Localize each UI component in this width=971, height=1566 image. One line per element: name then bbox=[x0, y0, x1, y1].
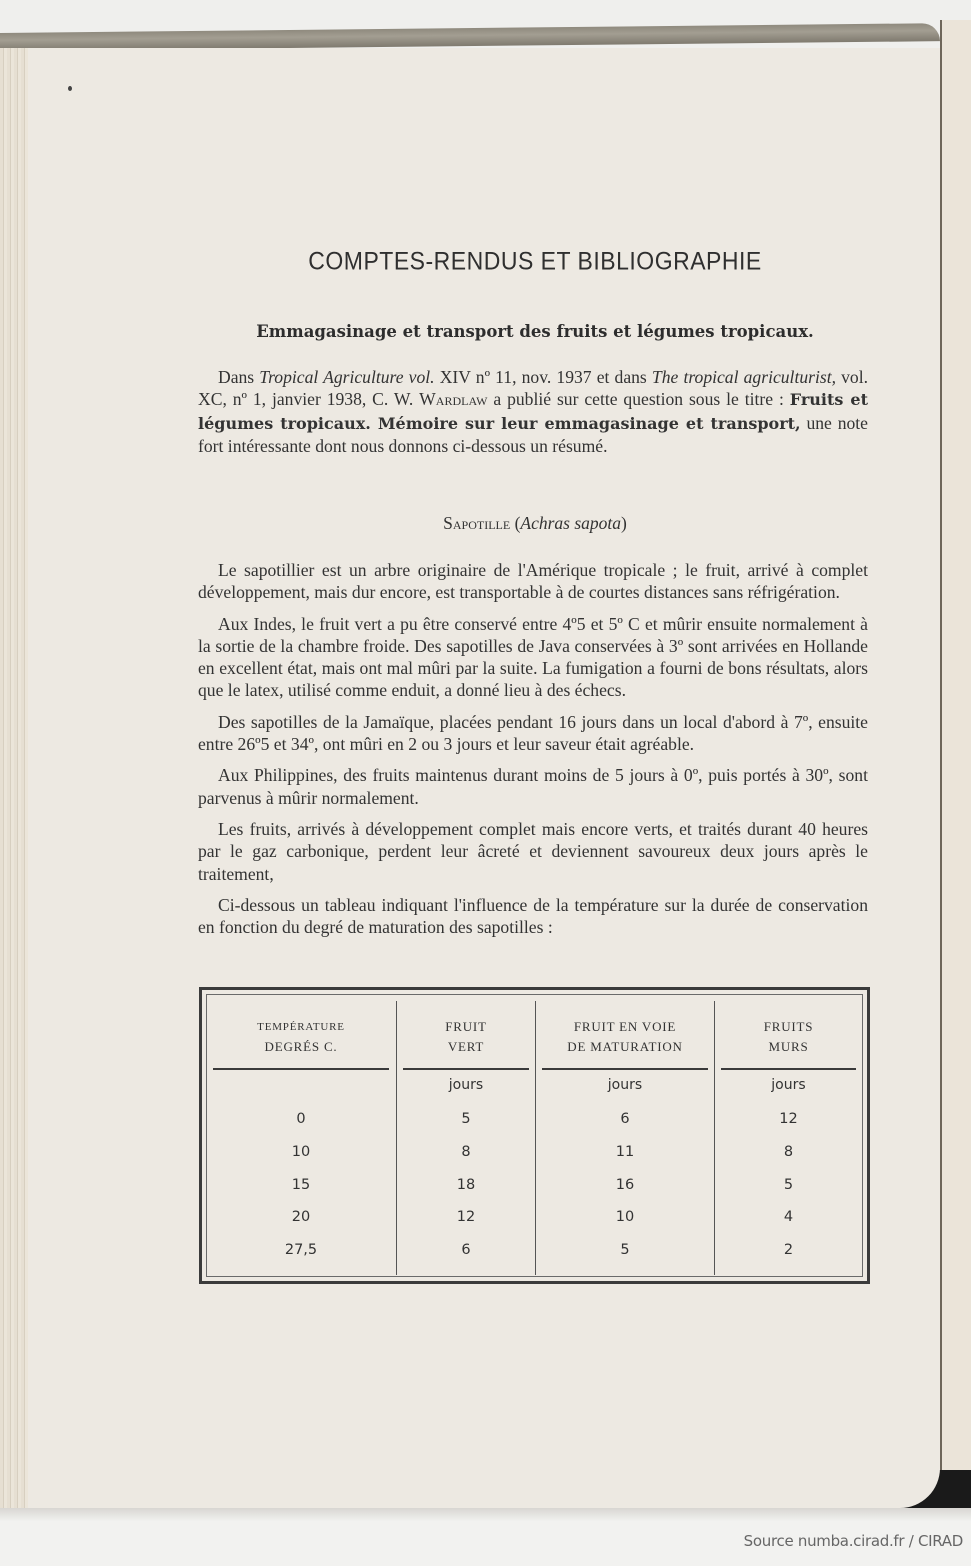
table-cell: 10 bbox=[615, 1209, 635, 1226]
paragraph: Le sapotillier est un arbre originaire de l'Amérique tropicale ; le fruit, arrivé à complet développement, mais dur encore, est transportable à de courtes distances sans réfrigération. bbox=[198, 560, 868, 603]
column-header bbox=[207, 1017, 395, 1057]
unit-label: jours bbox=[607, 1077, 643, 1093]
table-cell: 27,5 bbox=[284, 1242, 318, 1259]
paragraph: Ci-dessous un tableau indiquant l'influence de la température sur la durée de conservation en fonction du degré de maturation des sapotilles : bbox=[198, 894, 868, 938]
table-cell: 2 bbox=[783, 1242, 794, 1259]
intro-text: XIV nº 11, nov. 1937 et dans bbox=[434, 367, 652, 387]
paragraph: Aux Indes, le fruit vert a pu être conservé entre 4º5 et 5º C et mûrir ensuite normalement à la sortie de la chambre froide. Des sapotilles de Java conservées à 3º sont arrivées en Hollande en excellent état, mais ont mal mûri par la suite. La fumigation a fourni de bons résultats, alors que le latex, utilisé comme enduit, a donné lieu à des échecs. bbox=[198, 613, 868, 701]
column-temperature bbox=[207, 995, 395, 1276]
latin-name: Achras sapota bbox=[520, 513, 622, 533]
header-rule bbox=[721, 1068, 856, 1070]
intro-text: une note fort intéressante dont nous donnons ci-dessous un résumé. bbox=[198, 412, 868, 456]
table-cell: 8 bbox=[461, 1143, 471, 1160]
header-rule bbox=[542, 1068, 708, 1070]
unit-label: jours bbox=[771, 1077, 806, 1093]
header-line: DEGRÉS C. bbox=[264, 1039, 338, 1054]
header-rule bbox=[403, 1068, 529, 1070]
conservation-table bbox=[199, 987, 870, 1284]
table-cell: 0 bbox=[296, 1111, 306, 1127]
header-line: TEMPÉRATURE bbox=[257, 1021, 345, 1033]
column-header bbox=[536, 1017, 714, 1057]
column-fruits-murs bbox=[715, 995, 862, 1276]
page-bottom-shadow bbox=[0, 1508, 971, 1522]
table-cell: 20 bbox=[291, 1209, 311, 1226]
table-cell: 10 bbox=[291, 1143, 311, 1160]
article-title: Emmagasinage et transport des fruits et légumes tropicaux. bbox=[256, 322, 814, 341]
table-cell: 16 bbox=[615, 1176, 635, 1193]
header-line: VERT bbox=[447, 1039, 485, 1054]
table-cell: 6 bbox=[461, 1242, 471, 1259]
table-cell: 18 bbox=[456, 1176, 476, 1193]
subsection-title: Sapotille (Achras sapota) bbox=[443, 513, 627, 533]
source-credit: Source numba.cirad.fr / CIRAD bbox=[743, 1532, 963, 1550]
column-fruit-vert bbox=[397, 995, 535, 1276]
ink-speck bbox=[68, 86, 72, 91]
header-line: FRUIT bbox=[445, 1019, 487, 1034]
section-heading: COMPTES-RENDUS ET BIBLIOGRAPHIE bbox=[308, 246, 762, 275]
column-header bbox=[715, 1017, 862, 1057]
body-text bbox=[198, 559, 868, 938]
table-cell: 15 bbox=[291, 1176, 311, 1193]
intro-paragraph bbox=[198, 366, 868, 457]
header-line: FRUITS bbox=[763, 1019, 814, 1034]
table-cell: 5 bbox=[461, 1111, 471, 1127]
unit-label: jours bbox=[448, 1077, 484, 1093]
table-cell: 12 bbox=[456, 1209, 476, 1226]
table-cell: 6 bbox=[620, 1111, 630, 1127]
header-rule bbox=[213, 1068, 389, 1070]
column-fruit-en-maturation bbox=[536, 995, 714, 1276]
paragraph: Les fruits, arrivés à développement complet mais encore verts, et traités durant 40 heures par le gaz carbonique, perdent leur âcreté et deviennent savoureux deux jours après le traitement, bbox=[198, 818, 868, 884]
column-header bbox=[397, 1017, 535, 1057]
table-cell: 5 bbox=[783, 1176, 794, 1193]
table-cell: 11 bbox=[615, 1143, 635, 1160]
journal-name: The tropical agriculturist, bbox=[651, 367, 836, 387]
journal-name: Tropical Agriculture vol. bbox=[259, 367, 435, 387]
author-name: Wardlaw bbox=[419, 389, 488, 410]
paragraph: Des sapotilles de la Jamaïque, placées pendant 16 jours dans un local d'abord à 7º, ensuite entre 26º5 et 34º, ont mûri en 2 ou 3 jours et leur saveur était agréable. bbox=[198, 711, 868, 755]
table-cell: 4 bbox=[783, 1209, 794, 1226]
table-cell: 8 bbox=[783, 1143, 794, 1160]
intro-text: Dans bbox=[218, 367, 260, 387]
memoir-title: Fruits et légumes tropicaux. Mémoire sur leur emmagasinage et transport, bbox=[198, 390, 868, 433]
table-cell: 12 bbox=[779, 1111, 798, 1127]
header-line: FRUIT EN VOIE bbox=[573, 1019, 677, 1034]
table-cell: 5 bbox=[620, 1242, 630, 1259]
book-right-page-edge bbox=[940, 20, 971, 1520]
header-line: MURS bbox=[768, 1039, 809, 1054]
header-line: DE MATURATION bbox=[567, 1039, 683, 1054]
table-inner-border bbox=[206, 994, 863, 1277]
intro-text: vol. XC, nº 1, janvier 1938, C. W. bbox=[198, 367, 869, 410]
paragraph: Aux Philippines, des fruits maintenus durant moins de 5 jours à 0º, puis portés à 30º, sont parvenus à mûrir normalement. bbox=[198, 765, 868, 808]
book-left-page-stack bbox=[0, 48, 29, 1513]
subsection-name: Sapotille bbox=[443, 513, 511, 533]
intro-text: a publié sur cette question sous le titre : bbox=[487, 389, 790, 410]
